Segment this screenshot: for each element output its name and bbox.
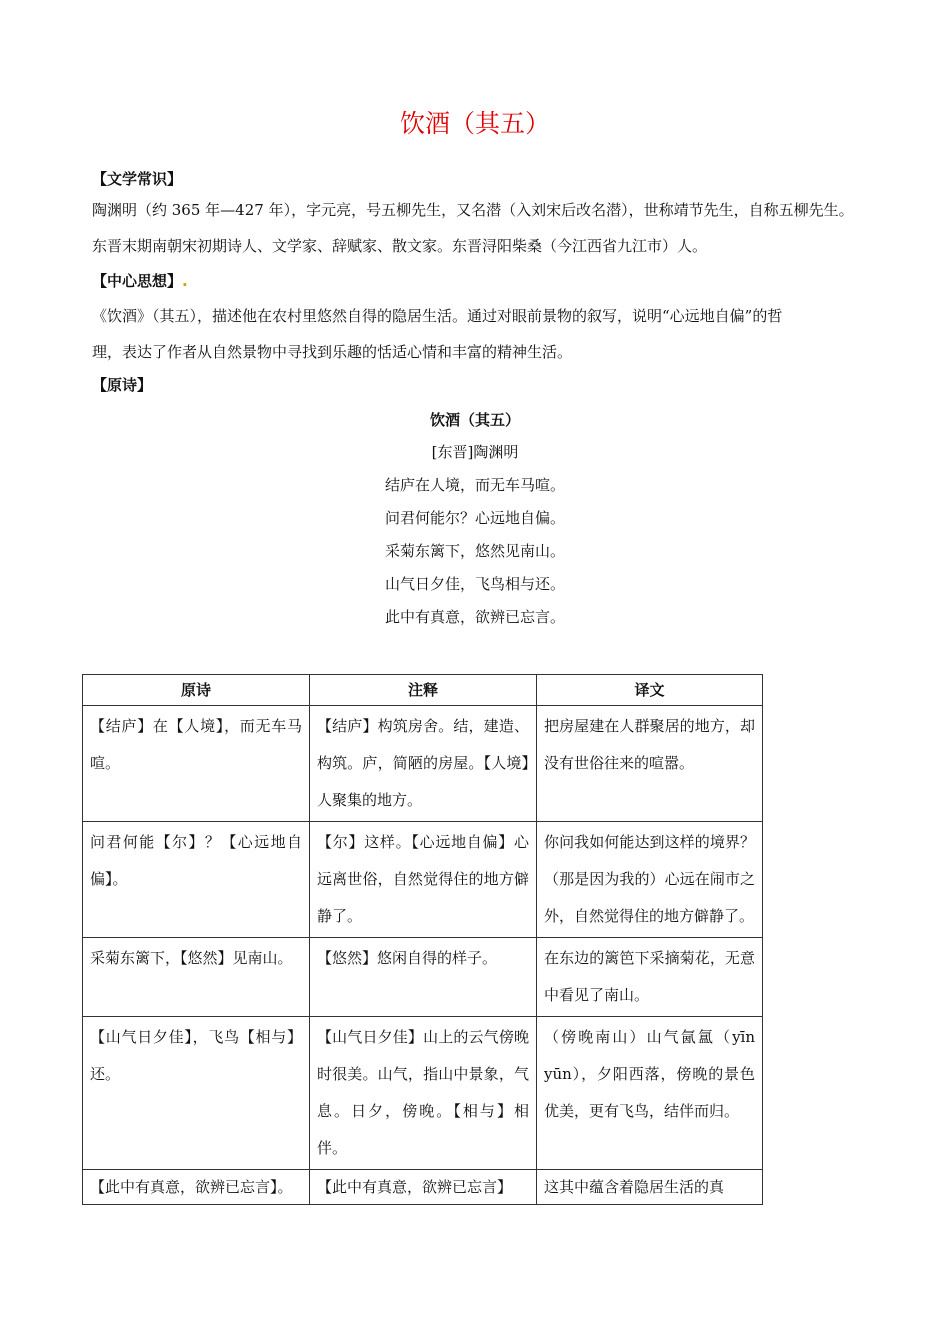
poem-line-2: 问君何能尔？心远地自偏。 — [384, 509, 565, 527]
central-idea-line-1: 《饮酒》（其五），描述他在农村里悠然自得的隐居生活。通过对眼前景物的叙写，说明“心远地自偏”的哲 — [92, 307, 783, 325]
cell-poem: 【结庐】在【人境】，而无车马喧。 — [83, 706, 310, 822]
table-row — [83, 822, 763, 938]
poem-line-5: 此中有真意，欲辨已忘言。 — [384, 608, 565, 626]
header-translation: 译文 — [537, 675, 763, 706]
central-idea-line-2: 理，表达了作者从自然景物中寻找到乐趣的恬适心情和丰富的精神生活。 — [92, 343, 573, 361]
header-notes: 注释 — [310, 675, 537, 706]
cell-translation: 在东边的篱笆下采摘菊花，无意中看见了南山。 — [537, 938, 763, 1017]
cell-translation: 你问我如何能达到这样的境界？（那是因为我的）心远在闹市之外，自然觉得住的地方僻静了。 — [537, 822, 763, 938]
poem-line-3: 采菊东篱下，悠然见南山。 — [384, 542, 565, 560]
literary-knowledge-line-2: 东晋末期南朝宋初期诗人、文学家、辞赋家、散文家。东晋浔阳柴桑（今江西省九江市）人。 — [92, 237, 708, 255]
cell-poem: 采菊东篱下，【悠然】见南山。 — [83, 938, 310, 1017]
cell-poem: 【山气日夕佳】，飞鸟【相与】还。 — [83, 1017, 310, 1170]
cell-translation: 这其中蕴含着隐居生活的真 — [537, 1170, 763, 1205]
poem-title: 饮酒（其五） — [429, 411, 520, 429]
poem-line-4: 山气日夕佳，飞鸟相与还。 — [384, 575, 565, 593]
heading-central-idea — [92, 270, 188, 292]
literary-knowledge-paragraph — [92, 192, 872, 264]
poem-block — [0, 404, 950, 634]
table-row — [83, 938, 763, 1017]
table-row — [83, 1170, 763, 1205]
cell-poem: 【此中有真意，欲辨已忘言】。 — [83, 1170, 310, 1205]
stray-dot-mark: . — [182, 272, 188, 290]
cell-note: 【结庐】构筑房舍。结，建造、构筑。庐，简陋的房屋。【人境】人聚集的地方。 — [310, 706, 537, 822]
central-idea-paragraph — [92, 298, 872, 370]
cell-note: 【山气日夕佳】山上的云气傍晚时很美。山气，指山中景象，气息。日夕，傍晚。【相与】相伴。 — [310, 1017, 537, 1170]
central-idea-label: 【中心思想】 — [92, 272, 183, 290]
page-title: 饮酒（其五） — [399, 109, 550, 138]
poem-author: [东晋]陶渊明 — [431, 443, 519, 461]
cell-note: 【尔】这样。【心远地自偏】心远离世俗，自然觉得住的地方僻静了。 — [310, 822, 537, 938]
heading-literary-knowledge: 【文学常识】 — [92, 170, 183, 188]
table-row — [83, 1017, 763, 1170]
heading-original-poem: 【原诗】 — [92, 376, 153, 394]
cell-translation: 把房屋建在人群聚居的地方，却没有世俗往来的喧嚣。 — [537, 706, 763, 822]
cell-note: 【悠然】悠闲自得的样子。 — [310, 938, 537, 1017]
cell-note: 【此中有真意，欲辨已忘言】 — [310, 1170, 537, 1205]
table-header-row — [83, 675, 763, 706]
table-row — [83, 706, 763, 822]
annotation-table — [82, 674, 763, 1205]
header-original: 原诗 — [83, 675, 310, 706]
cell-translation: （傍晚南山）山气氤氲（yīn yūn），夕阳西落，傍晚的景色优美，更有飞鸟，结伴而归。 — [537, 1017, 763, 1170]
poem-line-1: 结庐在人境，而无车马喧。 — [384, 476, 565, 494]
literary-knowledge-line-1: 陶渊明（约 365 年—427 年），字元亮，号五柳先生，又名潜（入刘宋后改名潜），世称靖节先生，自称五柳先生。 — [92, 201, 854, 219]
cell-poem: 问君何能【尔】？【心远地自偏】。 — [83, 822, 310, 938]
